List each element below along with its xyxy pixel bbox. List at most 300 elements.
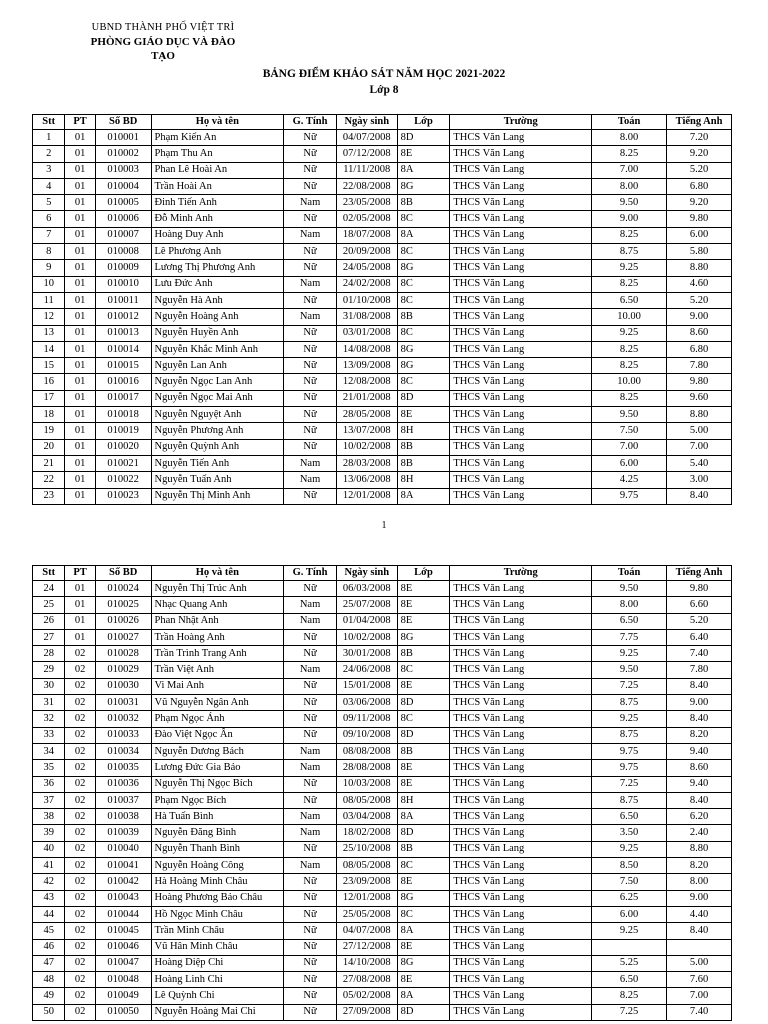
cell-name: Lê Quỳnh Chi <box>151 988 284 1004</box>
cell-stt: 11 <box>33 292 65 308</box>
cell-sbd: 010003 <box>95 162 151 178</box>
cell-class: 8C <box>397 374 450 390</box>
cell-pt: 02 <box>65 776 95 792</box>
cell-gender: Nam <box>284 276 337 292</box>
cell-school: THCS Văn Lang <box>450 341 592 357</box>
cell-class: 8C <box>397 211 450 227</box>
cell-dob: 12/01/2008 <box>336 488 397 504</box>
cell-sbd: 010023 <box>95 488 151 504</box>
cell-school: THCS Văn Lang <box>450 727 592 743</box>
cell-class: 8H <box>397 472 450 488</box>
cell-english: 8.60 <box>667 760 732 776</box>
column-header-math: Toán <box>592 566 667 581</box>
cell-school: THCS Văn Lang <box>450 809 592 825</box>
cell-math: 7.75 <box>592 629 667 645</box>
cell-school: THCS Văn Lang <box>450 358 592 374</box>
table-row <box>33 841 732 857</box>
cell-gender: Nữ <box>284 874 337 890</box>
table-row <box>33 439 732 455</box>
cell-school: THCS Văn Lang <box>450 1004 592 1020</box>
cell-pt: 01 <box>65 423 95 439</box>
column-header-english: Tiếng Anh <box>667 115 732 130</box>
cell-gender: Nữ <box>284 178 337 194</box>
cell-english: 9.80 <box>667 211 732 227</box>
cell-sbd: 010049 <box>95 988 151 1004</box>
cell-pt: 02 <box>65 809 95 825</box>
cell-class: 8G <box>397 629 450 645</box>
cell-pt: 02 <box>65 760 95 776</box>
cell-class: 8H <box>397 792 450 808</box>
cell-pt: 01 <box>65 309 95 325</box>
cell-class: 8C <box>397 711 450 727</box>
table-row <box>33 244 732 260</box>
org-header <box>78 21 248 63</box>
cell-school: THCS Văn Lang <box>450 227 592 243</box>
table-row <box>33 292 732 308</box>
cell-english: 8.80 <box>667 841 732 857</box>
column-header-dob: Ngày sinh <box>336 566 397 581</box>
cell-math: 10.00 <box>592 309 667 325</box>
cell-gender: Nữ <box>284 711 337 727</box>
cell-name: Nguyễn Dương Bách <box>151 743 284 759</box>
cell-school: THCS Văn Lang <box>450 195 592 211</box>
cell-math: 8.25 <box>592 341 667 357</box>
cell-school: THCS Văn Lang <box>450 423 592 439</box>
cell-name: Đinh Tiến Anh <box>151 195 284 211</box>
cell-english: 8.40 <box>667 678 732 694</box>
org-line-2: PHÒNG GIÁO DỤC VÀ ĐÀO TẠO <box>90 36 236 62</box>
cell-school: THCS Văn Lang <box>450 244 592 260</box>
cell-english: 6.20 <box>667 809 732 825</box>
cell-class: 8D <box>397 727 450 743</box>
cell-english: 9.80 <box>667 374 732 390</box>
cell-gender: Nữ <box>284 890 337 906</box>
cell-school: THCS Văn Lang <box>450 309 592 325</box>
table-row <box>33 455 732 471</box>
cell-class: 8A <box>397 488 450 504</box>
cell-dob: 14/10/2008 <box>336 955 397 971</box>
cell-dob: 06/03/2008 <box>336 581 397 597</box>
table-body <box>33 581 732 1021</box>
cell-sbd: 010026 <box>95 613 151 629</box>
table-row <box>33 629 732 645</box>
cell-pt: 02 <box>65 988 95 1004</box>
column-header-pt: PT <box>65 115 95 130</box>
cell-dob: 03/04/2008 <box>336 809 397 825</box>
cell-name: Nguyễn Hoàng Mai Chi <box>151 1004 284 1020</box>
cell-stt: 24 <box>33 581 65 597</box>
cell-english: 7.40 <box>667 1004 732 1020</box>
cell-stt: 19 <box>33 423 65 439</box>
cell-dob: 27/08/2008 <box>336 972 397 988</box>
table-header-row <box>33 566 732 581</box>
table-row <box>33 695 732 711</box>
cell-school: THCS Văn Lang <box>450 439 592 455</box>
cell-sbd: 010032 <box>95 711 151 727</box>
cell-school: THCS Văn Lang <box>450 597 592 613</box>
cell-sbd: 010022 <box>95 472 151 488</box>
table-row <box>33 988 732 1004</box>
table-row <box>33 923 732 939</box>
cell-name: Vũ Nguyễn Ngân Anh <box>151 695 284 711</box>
cell-math: 9.25 <box>592 646 667 662</box>
cell-school: THCS Văn Lang <box>450 629 592 645</box>
cell-pt: 02 <box>65 858 95 874</box>
cell-name: Vi Mai Anh <box>151 678 284 694</box>
cell-english: 5.00 <box>667 423 732 439</box>
cell-math: 9.25 <box>592 260 667 276</box>
cell-stt: 33 <box>33 727 65 743</box>
cell-math: 6.00 <box>592 906 667 922</box>
cell-dob: 25/05/2008 <box>336 906 397 922</box>
cell-class: 8E <box>397 972 450 988</box>
cell-sbd: 010039 <box>95 825 151 841</box>
cell-class: 8B <box>397 646 450 662</box>
table-row <box>33 972 732 988</box>
cell-sbd: 010010 <box>95 276 151 292</box>
cell-dob: 12/01/2008 <box>336 890 397 906</box>
cell-stt: 4 <box>33 178 65 194</box>
cell-pt: 02 <box>65 792 95 808</box>
cell-stt: 47 <box>33 955 65 971</box>
cell-class: 8G <box>397 955 450 971</box>
column-header-class: Lớp <box>397 566 450 581</box>
table-row <box>33 407 732 423</box>
column-header-sbd: Số BD <box>95 115 151 130</box>
cell-class: 8D <box>397 130 450 146</box>
cell-math: 8.25 <box>592 146 667 162</box>
cell-pt: 02 <box>65 727 95 743</box>
cell-stt: 26 <box>33 613 65 629</box>
document-title-block <box>0 66 768 98</box>
cell-sbd: 010038 <box>95 809 151 825</box>
cell-name: Trần Trình Trang Anh <box>151 646 284 662</box>
cell-gender: Nam <box>284 809 337 825</box>
cell-stt: 29 <box>33 662 65 678</box>
cell-sbd: 010002 <box>95 146 151 162</box>
cell-math: 7.50 <box>592 874 667 890</box>
cell-sbd: 010045 <box>95 923 151 939</box>
cell-school: THCS Văn Lang <box>450 390 592 406</box>
cell-math: 8.75 <box>592 695 667 711</box>
cell-school: THCS Văn Lang <box>450 890 592 906</box>
cell-math: 4.25 <box>592 472 667 488</box>
table-row <box>33 374 732 390</box>
cell-english: 8.80 <box>667 407 732 423</box>
cell-name: Hoàng Phương Bảo Châu <box>151 890 284 906</box>
cell-pt: 01 <box>65 581 95 597</box>
cell-school: THCS Văn Lang <box>450 162 592 178</box>
cell-english: 8.20 <box>667 727 732 743</box>
cell-pt: 02 <box>65 939 95 955</box>
table-row <box>33 488 732 504</box>
cell-english: 8.20 <box>667 858 732 874</box>
cell-english: 7.80 <box>667 358 732 374</box>
cell-pt: 01 <box>65 227 95 243</box>
cell-pt: 01 <box>65 130 95 146</box>
cell-stt: 17 <box>33 390 65 406</box>
cell-pt: 02 <box>65 955 95 971</box>
cell-sbd: 010044 <box>95 906 151 922</box>
cell-dob: 09/10/2008 <box>336 727 397 743</box>
cell-stt: 20 <box>33 439 65 455</box>
column-header-dob: Ngày sinh <box>336 115 397 130</box>
cell-school: THCS Văn Lang <box>450 178 592 194</box>
cell-class: 8D <box>397 825 450 841</box>
table-row <box>33 678 732 694</box>
cell-gender: Nữ <box>284 488 337 504</box>
cell-stt: 14 <box>33 341 65 357</box>
cell-school: THCS Văn Lang <box>450 776 592 792</box>
org-line-1: UBND THÀNH PHỐ VIỆT TRÌ <box>91 22 235 33</box>
cell-pt: 02 <box>65 841 95 857</box>
cell-stt: 37 <box>33 792 65 808</box>
cell-name: Trần Minh Châu <box>151 923 284 939</box>
table-row <box>33 309 732 325</box>
cell-school: THCS Văn Lang <box>450 325 592 341</box>
cell-stt: 34 <box>33 743 65 759</box>
cell-name: Nguyễn Thị Ngọc Bích <box>151 776 284 792</box>
cell-gender: Nam <box>284 858 337 874</box>
cell-english: 5.40 <box>667 455 732 471</box>
cell-dob: 14/08/2008 <box>336 341 397 357</box>
cell-class: 8G <box>397 178 450 194</box>
cell-english: 8.40 <box>667 711 732 727</box>
cell-stt: 16 <box>33 374 65 390</box>
cell-english: 7.20 <box>667 130 732 146</box>
cell-english: 5.20 <box>667 292 732 308</box>
cell-english: 7.40 <box>667 646 732 662</box>
cell-gender: Nam <box>284 743 337 759</box>
cell-stt: 9 <box>33 260 65 276</box>
cell-name: Phạm Thu An <box>151 146 284 162</box>
cell-english: 9.20 <box>667 195 732 211</box>
cell-name: Phan Nhật Anh <box>151 613 284 629</box>
table-row <box>33 390 732 406</box>
cell-english: 6.00 <box>667 227 732 243</box>
cell-math: 8.25 <box>592 227 667 243</box>
cell-stt: 25 <box>33 597 65 613</box>
cell-math: 3.50 <box>592 825 667 841</box>
cell-dob: 21/01/2008 <box>336 390 397 406</box>
cell-english: 8.40 <box>667 792 732 808</box>
cell-gender: Nữ <box>284 260 337 276</box>
cell-school: THCS Văn Lang <box>450 825 592 841</box>
cell-class: 8A <box>397 988 450 1004</box>
cell-dob: 18/02/2008 <box>336 825 397 841</box>
cell-pt: 02 <box>65 972 95 988</box>
cell-school: THCS Văn Lang <box>450 760 592 776</box>
cell-pt: 01 <box>65 162 95 178</box>
cell-gender: Nữ <box>284 646 337 662</box>
cell-class: 8G <box>397 358 450 374</box>
cell-class: 8A <box>397 923 450 939</box>
cell-math: 9.75 <box>592 488 667 504</box>
cell-english: 9.80 <box>667 581 732 597</box>
cell-school: THCS Văn Lang <box>450 146 592 162</box>
cell-english: 5.20 <box>667 613 732 629</box>
cell-name: Trần Hoài An <box>151 178 284 194</box>
cell-math: 7.25 <box>592 1004 667 1020</box>
cell-math: 9.00 <box>592 211 667 227</box>
column-header-pt: PT <box>65 566 95 581</box>
table-row <box>33 662 732 678</box>
cell-stt: 21 <box>33 455 65 471</box>
cell-pt: 01 <box>65 390 95 406</box>
cell-gender: Nữ <box>284 695 337 711</box>
table-body <box>33 130 732 505</box>
cell-gender: Nữ <box>284 211 337 227</box>
cell-english: 7.00 <box>667 988 732 1004</box>
cell-class: 8H <box>397 423 450 439</box>
cell-school: THCS Văn Lang <box>450 678 592 694</box>
cell-math: 9.75 <box>592 760 667 776</box>
cell-english: 8.60 <box>667 325 732 341</box>
cell-sbd: 010025 <box>95 597 151 613</box>
cell-stt: 31 <box>33 695 65 711</box>
table-row <box>33 955 732 971</box>
cell-name: Vũ Hân Minh Châu <box>151 939 284 955</box>
cell-math: 5.25 <box>592 955 667 971</box>
cell-math: 8.00 <box>592 130 667 146</box>
cell-dob: 24/06/2008 <box>336 662 397 678</box>
cell-class: 8G <box>397 260 450 276</box>
cell-math: 7.00 <box>592 162 667 178</box>
table-row <box>33 646 732 662</box>
cell-english: 7.80 <box>667 662 732 678</box>
cell-stt: 50 <box>33 1004 65 1020</box>
cell-sbd: 010046 <box>95 939 151 955</box>
table-row <box>33 711 732 727</box>
document-subtitle: Lớp 8 <box>369 84 399 96</box>
table-row <box>33 939 732 955</box>
cell-school: THCS Văn Lang <box>450 455 592 471</box>
cell-math: 8.75 <box>592 244 667 260</box>
cell-sbd: 010018 <box>95 407 151 423</box>
cell-english: 6.80 <box>667 341 732 357</box>
table-row <box>33 227 732 243</box>
cell-english: 9.00 <box>667 890 732 906</box>
cell-english: 8.80 <box>667 260 732 276</box>
cell-stt: 42 <box>33 874 65 890</box>
cell-english: 4.60 <box>667 276 732 292</box>
cell-gender: Nữ <box>284 939 337 955</box>
cell-sbd: 010009 <box>95 260 151 276</box>
cell-sbd: 010017 <box>95 390 151 406</box>
cell-class: 8E <box>397 407 450 423</box>
cell-math: 6.00 <box>592 455 667 471</box>
cell-school: THCS Văn Lang <box>450 695 592 711</box>
cell-name: Nhạc Quang Anh <box>151 597 284 613</box>
cell-math: 7.25 <box>592 678 667 694</box>
cell-english: 9.40 <box>667 743 732 759</box>
cell-dob: 04/07/2008 <box>336 130 397 146</box>
cell-pt: 01 <box>65 407 95 423</box>
cell-class: 8E <box>397 776 450 792</box>
table-row <box>33 597 732 613</box>
cell-dob: 08/08/2008 <box>336 743 397 759</box>
cell-pt: 01 <box>65 358 95 374</box>
cell-stt: 43 <box>33 890 65 906</box>
cell-dob: 10/02/2008 <box>336 629 397 645</box>
cell-dob: 10/03/2008 <box>336 776 397 792</box>
cell-sbd: 010021 <box>95 455 151 471</box>
cell-english: 8.00 <box>667 874 732 890</box>
cell-pt: 01 <box>65 292 95 308</box>
cell-class: 8C <box>397 906 450 922</box>
cell-math: 8.25 <box>592 358 667 374</box>
cell-class: 8C <box>397 276 450 292</box>
cell-dob: 18/07/2008 <box>336 227 397 243</box>
cell-class: 8B <box>397 455 450 471</box>
cell-sbd: 010035 <box>95 760 151 776</box>
cell-school: THCS Văn Lang <box>450 874 592 890</box>
cell-pt: 01 <box>65 244 95 260</box>
cell-gender: Nữ <box>284 581 337 597</box>
cell-english: 6.60 <box>667 597 732 613</box>
cell-name: Trần Việt Anh <box>151 662 284 678</box>
cell-class: 8B <box>397 841 450 857</box>
table-row <box>33 1004 732 1020</box>
cell-gender: Nữ <box>284 325 337 341</box>
cell-class: 8C <box>397 858 450 874</box>
score-table-page-2 <box>32 565 732 1021</box>
cell-math: 9.25 <box>592 325 667 341</box>
cell-name: Phan Lê Hoài An <box>151 162 284 178</box>
cell-class: 8A <box>397 809 450 825</box>
cell-class: 8C <box>397 292 450 308</box>
cell-sbd: 010041 <box>95 858 151 874</box>
cell-english: 9.00 <box>667 309 732 325</box>
cell-school: THCS Văn Lang <box>450 972 592 988</box>
cell-pt: 01 <box>65 146 95 162</box>
cell-math: 9.75 <box>592 743 667 759</box>
cell-name: Đào Việt Ngọc Ân <box>151 727 284 743</box>
cell-gender: Nữ <box>284 1004 337 1020</box>
cell-dob: 13/07/2008 <box>336 423 397 439</box>
cell-math: 7.50 <box>592 423 667 439</box>
cell-class: 8E <box>397 146 450 162</box>
cell-name: Nguyễn Khắc Minh Anh <box>151 341 284 357</box>
cell-school: THCS Văn Lang <box>450 646 592 662</box>
cell-school: THCS Văn Lang <box>450 613 592 629</box>
cell-school: THCS Văn Lang <box>450 858 592 874</box>
table-row <box>33 472 732 488</box>
cell-sbd: 010004 <box>95 178 151 194</box>
cell-sbd: 010012 <box>95 309 151 325</box>
cell-gender: Nữ <box>284 439 337 455</box>
cell-math: 10.00 <box>592 374 667 390</box>
cell-dob: 12/08/2008 <box>336 374 397 390</box>
table-row <box>33 195 732 211</box>
cell-sbd: 010043 <box>95 890 151 906</box>
cell-pt: 01 <box>65 211 95 227</box>
cell-stt: 23 <box>33 488 65 504</box>
cell-english: 6.80 <box>667 178 732 194</box>
cell-sbd: 010028 <box>95 646 151 662</box>
cell-school: THCS Văn Lang <box>450 488 592 504</box>
cell-gender: Nữ <box>284 341 337 357</box>
cell-math: 8.75 <box>592 792 667 808</box>
cell-class: 8E <box>397 581 450 597</box>
cell-class: 8B <box>397 309 450 325</box>
cell-pt: 01 <box>65 341 95 357</box>
cell-name: Nguyễn Tuấn Anh <box>151 472 284 488</box>
column-header-school: Trường <box>450 115 592 130</box>
document-title: BẢNG ĐIỂM KHẢO SÁT NĂM HỌC 2021-2022 <box>262 68 506 80</box>
cell-name: Nguyễn Quỳnh Anh <box>151 439 284 455</box>
cell-class: 8E <box>397 597 450 613</box>
